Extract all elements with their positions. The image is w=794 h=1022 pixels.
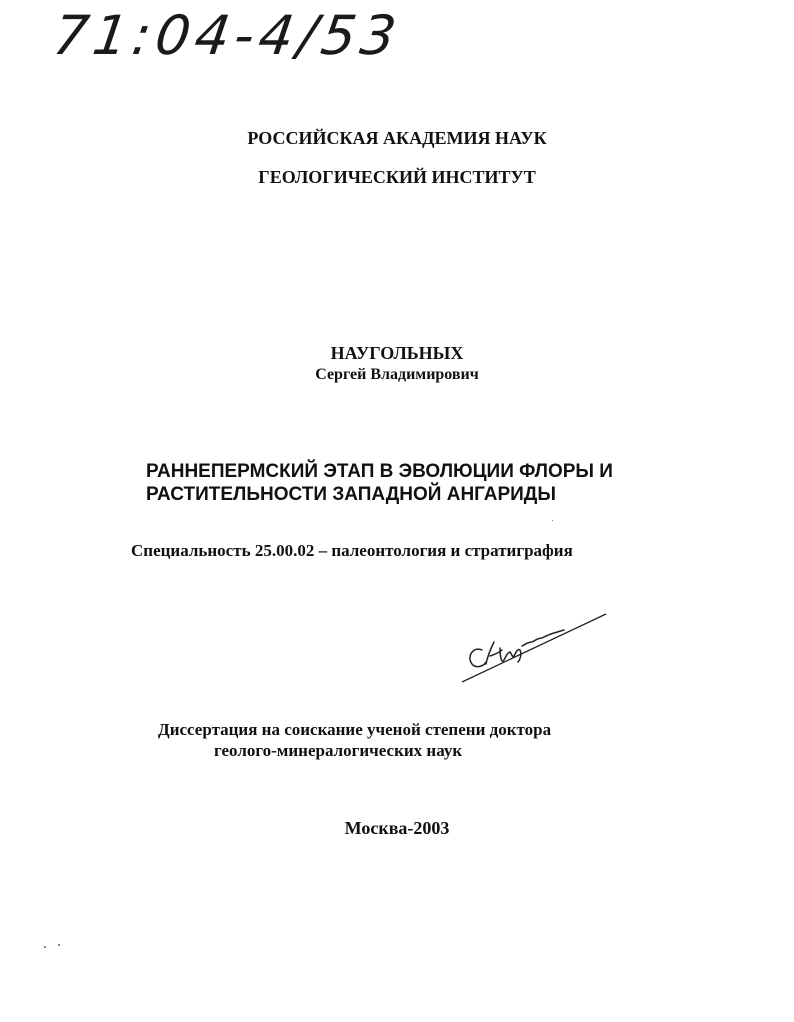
author-signature [456,606,616,686]
dissertation-line-2: геолого-минералогических наук [214,741,463,760]
scan-speck [552,520,553,521]
academy-name: РОССИЙСКАЯ АКАДЕМИЯ НАУК [247,128,547,148]
scan-speck [58,944,60,946]
author-surname: НАУГОЛЬНЫХ [330,343,464,363]
author-given-name: Сергей Владимирович [315,366,479,383]
scan-speck [44,946,46,948]
city-year: Москва-2003 [344,818,450,838]
thesis-title-line-1: РАННЕПЕРМСКИЙ ЭТАП В ЭВОЛЮЦИИ ФЛОРЫ И [146,461,613,482]
institute-name: ГЕОЛОГИЧЕСКИЙ ИНСТИТУТ [258,167,536,187]
thesis-title-line-2: РАСТИТЕЛЬНОСТИ ЗАПАДНОЙ АНГАРИДЫ [146,484,556,505]
dissertation-line-1: Диссертация на соискание ученой степени доктора [158,720,552,739]
archive-number: 71:04-4/53 [49,4,405,67]
specialty-line: Специальность 25.00.02 – палеонтология и стратиграфия [131,541,573,560]
